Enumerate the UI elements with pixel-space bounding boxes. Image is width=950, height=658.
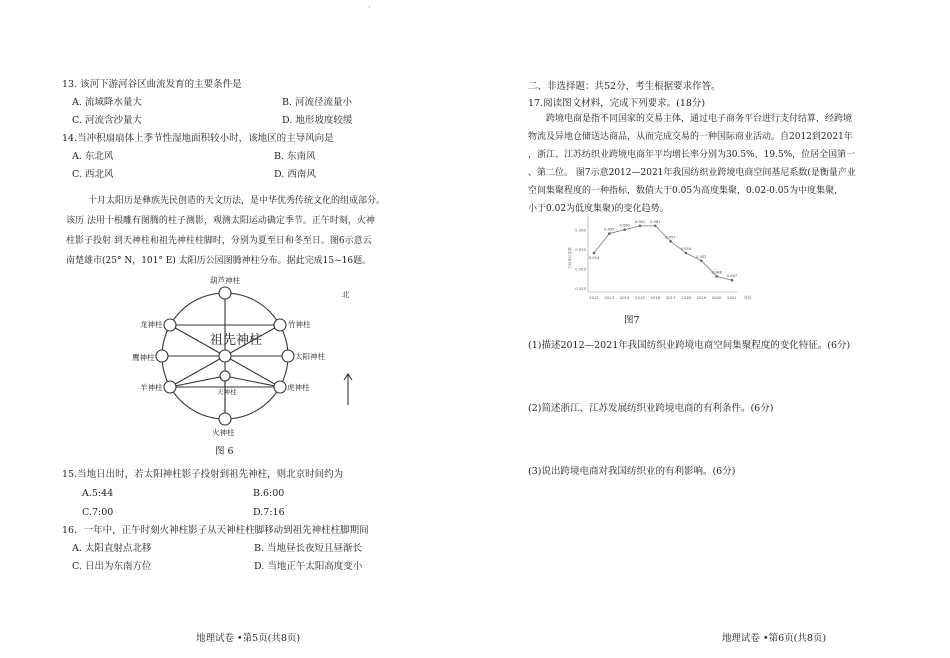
q17-passage-line-4: 、第二位。 图7示意2012—2021年我国纺织业跨境电商空间基尼系数(是衡量产业 <box>528 168 856 178</box>
y-tick-label: 0.055 <box>575 246 586 252</box>
label-center: 祖先神柱 <box>210 333 263 348</box>
q14-stem: 14.当冲积扇扇体上季节性湿地面积较小时，该地区的主导风向是 <box>62 133 334 144</box>
label-inner-lower: 天神柱 <box>217 388 237 396</box>
q16-option-d: D. 当地正午太阳高度变小 <box>254 561 363 572</box>
right-page-footer: 地理试卷 •第6页(共8页) <box>722 633 827 644</box>
pillar-right-upper-marker <box>274 319 286 331</box>
y-tick-label: 0.050 <box>575 266 586 272</box>
passage-line-1: 十月太阳历是彝族先民创造的天文历法，是中华优秀传统文化的组成部分。 <box>88 196 386 206</box>
x-axis-label: 年份 <box>744 295 752 300</box>
q17-stem: 17.阅读图文材料，完成下列要求。(18分) <box>528 98 706 109</box>
x-tick-label: 2015 <box>635 295 645 300</box>
q15-option-b: B.6:00 <box>253 488 285 499</box>
top-mark: · <box>368 3 371 13</box>
q14-option-d: D. 西南风 <box>274 169 316 180</box>
q16-option-a: A. 太阳直射点北移 <box>72 543 152 554</box>
passage-line-2: 该历 法用十根雕有图腾的柱子测影，观测太阳运动确定季节。正午时刻，火神 <box>66 216 375 226</box>
q16-option-b: B. 当地昼长夜短且昼渐长 <box>254 543 363 554</box>
q14-option-c: C. 西北风 <box>72 169 114 180</box>
label-bottom: 火神柱 <box>212 428 235 437</box>
pillar-left-middle-marker <box>156 350 168 362</box>
pillar-bottom-marker <box>219 413 231 425</box>
data-point <box>654 224 657 227</box>
data-label: 0.052 <box>696 254 707 259</box>
q17-passage-line-2: 物流及异地仓储送达商品，从而完成交易的一种国际商业活动。自2012到2021年 <box>528 132 853 142</box>
q16-option-c: C. 日出为东南方位 <box>72 561 152 572</box>
x-tick-label: 2017 <box>665 295 676 300</box>
q13-option-d: D. 地形坡度较缓 <box>282 115 353 126</box>
q15-stem: 15.当地日出时，若太阳神柱影子投射到祖先神柱，则北京时间约为 <box>62 469 344 480</box>
x-tick-label: 2018 <box>681 295 691 300</box>
q15-option-c: C.7:00 <box>82 507 114 518</box>
pillar-right-lower-marker <box>274 381 286 393</box>
north-label: 北 <box>342 290 350 299</box>
data-label: 0.061 <box>634 219 646 224</box>
figure-6-caption: 图 6 <box>215 446 234 457</box>
label-right-lower: 虎神柱 <box>287 383 310 392</box>
q13-option-a: A. 流域降水量大 <box>72 97 142 108</box>
label-top: 葫芦神柱 <box>210 276 240 285</box>
label-right-upper: 竹神柱 <box>288 320 311 329</box>
figure-7-caption: 图7 <box>624 315 640 326</box>
label-left-middle: 鹰神柱 <box>132 353 155 362</box>
data-label: 0.054 <box>680 247 692 251</box>
label-left-upper: 龙神柱 <box>140 320 163 329</box>
data-point <box>608 232 611 235</box>
north-arrow-icon <box>344 374 352 405</box>
q13-stem: 13. 该河下游河谷区曲流发育的主要条件是 <box>62 79 242 90</box>
q17-passage-line-5: 空间集聚程度的一种指标，数值大于0.05为高度集聚，0.02-0.05为中度集聚， <box>528 186 844 196</box>
section-heading: 二、非选择题：共52分，考生根据要求作答。 <box>528 81 721 92</box>
data-point <box>685 252 688 255</box>
q15-option-d: D.7:16 <box>253 507 285 518</box>
q14-option-a: A. 东北风 <box>72 151 114 162</box>
x-tick-label: 2012 <box>589 295 599 300</box>
passage-line-4: 南楚雄市(25° N，101° E) 太阳历公园图腾神柱分布。据此完成15~16题。 <box>66 256 372 266</box>
y-axis-label: 空间基尼系数 <box>568 247 572 269</box>
data-point <box>700 259 703 262</box>
q16-stem: 16．一年中，正午时刻火神柱影子从天神柱柱脚移动到祖先神柱柱脚期间 <box>62 525 369 536</box>
q14-option-b: B. 东南风 <box>274 151 316 162</box>
x-tick-label: 2016 <box>650 295 661 300</box>
q17-passage-line-3: ，浙江、江苏纺织业跨境电商年平均增长率分别为30.5%、19.5%，位居全国第一 <box>528 150 856 160</box>
data-label: 0.059 <box>604 227 615 232</box>
data-point <box>593 252 596 255</box>
figure-7-chart <box>568 212 753 304</box>
figure-6-diagram <box>120 270 370 460</box>
y-tick-label: 0.060 <box>575 227 586 233</box>
data-point <box>669 240 672 243</box>
sub-question-2: (2)简述浙江、江苏发展纺织业跨境电商的有利条件。(6分) <box>528 403 774 414</box>
pillar-right-middle-marker <box>282 350 294 362</box>
left-page-footer: 地理试卷 •第5页(共8页) <box>196 633 301 644</box>
x-tick-label: 2020 <box>711 295 722 300</box>
data-label: 0.048 <box>711 270 722 275</box>
x-tick-label: 2014 <box>619 295 630 300</box>
data-label: 0.061 <box>650 219 661 224</box>
data-label: 0.047 <box>726 274 738 279</box>
q17-passage-line-1: 跨境电商是指不同国家的交易主体，通过电子商务平台进行支付结算，经跨境 <box>546 114 853 124</box>
x-tick-label: 2019 <box>696 295 707 300</box>
x-tick-label: 2021 <box>727 295 737 300</box>
pillar-left-upper-marker <box>164 319 176 331</box>
q13-option-c: C. 河流含沙量大 <box>72 115 142 126</box>
sub-question-1: (1)描述2012—2021年我国纺织业跨境电商空间集聚程度的变化特征。(6分) <box>528 340 851 351</box>
sub-question-3: (3)说出跨境电商对我国纺织业的有利影响。(6分) <box>528 466 736 477</box>
data-label: 0.060 <box>619 223 630 228</box>
data-label: 0.057 <box>665 235 676 240</box>
label-left-lower: 羊神柱 <box>140 383 163 392</box>
x-tick-label: 2013 <box>604 295 615 300</box>
data-label: 0.054 <box>588 256 600 260</box>
pillar-top-marker <box>219 287 231 299</box>
q15-option-a: A.5:44 <box>82 488 114 499</box>
data-point <box>715 275 718 278</box>
y-tick-label: 0.045 <box>575 285 586 291</box>
q17-passage-line-6: 小于0.02为低度集聚)的变化趋势。 <box>528 204 669 214</box>
pillar-inner-marker <box>220 371 230 381</box>
label-right-middle: 太阳神柱 <box>295 352 325 361</box>
data-point <box>623 228 626 231</box>
q13-option-b: B. 河流径流量小 <box>282 97 353 108</box>
pillar-center-marker <box>219 350 231 362</box>
data-point <box>731 279 734 282</box>
data-point <box>639 224 642 227</box>
pillar-left-lower-marker <box>164 381 176 393</box>
passage-line-3: 柱影子投射 到天神柱和祖先神柱柱脚时，分别为夏至日和冬至日。图6示意云 <box>66 236 372 246</box>
